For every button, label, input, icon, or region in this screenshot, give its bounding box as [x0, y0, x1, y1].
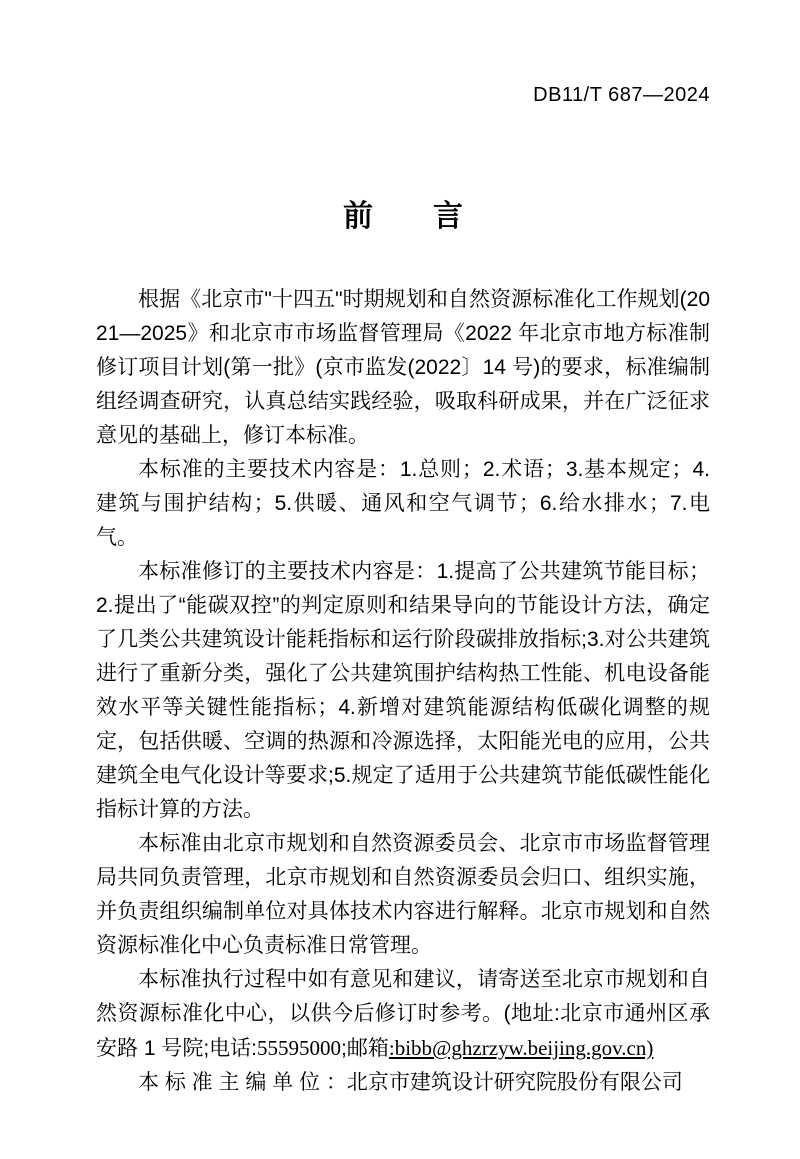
paragraph-feedback	[96, 963, 710, 1066]
paragraph-revisions: 本标准修订的主要技术内容是：1.提高了公共建筑节能目标；2.提出了“能碳双控”的判定原则和结果导向的节能设计方法，确定了几类公共建筑设计能耗指标和运行阶段碳排放指标;3.对公共建筑进行了重新分类，强化了公共建筑围护结构热工性能、机电设备能效水平等关键性能指标；4.新增对建筑能源结构低碳化调整的规定，包括供暖、空调的热源和冷源选择，太阳能光电的应用，公共建筑全电气化设计等要求;5.规定了适用于公共建筑节能低碳性能化指标计算的方法。	[96, 560, 710, 821]
standard-code: DB11/T 687—2024	[533, 84, 710, 106]
email-link[interactable]: :bibb@ghzrzyw.beijing.gov.cn)	[388, 1036, 654, 1060]
feedback-text: 本标准执行过程中如有意见和建议，请寄送至北京市规划和自然资源标准化中心，以供今后修订时参考。(地址:北京市通州区承安路 1 号院;电话:	[96, 968, 710, 1060]
paragraph-chief-editor: 本 标 准 主 编 单 位 ：北京市建筑设计研究院股份有限公司	[138, 1071, 683, 1094]
paragraph-management: 本标准由北京市规划和自然资源委员会、北京市市场监督管理局共同负责管理，北京市规划和自然资源委员会归口、组织实施，并负责组织编制单位对具体技术内容进行解释。北京市规划和自然资源标准化中心负责标准日常管理。	[96, 832, 710, 957]
page-title: 前 言	[343, 200, 463, 233]
paragraph-basis: 根据《北京市"十四五"时期规划和自然资源标准化工作规划(2021—2025》和北京市市场监督管理局《2022 年北京市地方标准制修订项目计划(第一批》(京市监发(2022〕14 号)的要求，标准编制组经调查研究，认真总结实践经验，吸取科研成果，并在广泛征求意见的基础上，修订本标准。	[96, 288, 710, 447]
feedback-text-email-label: ;邮箱	[341, 1037, 389, 1060]
paragraph-contents: 本标准的主要技术内容是：1.总则；2.术语；3.基本规定；4.建筑与围护结构；5.供暖、通风和空气调节；6.给水排水；7.电气。	[96, 458, 710, 549]
foreword-body	[96, 283, 710, 1100]
phone-number: 55595000	[257, 1036, 342, 1060]
